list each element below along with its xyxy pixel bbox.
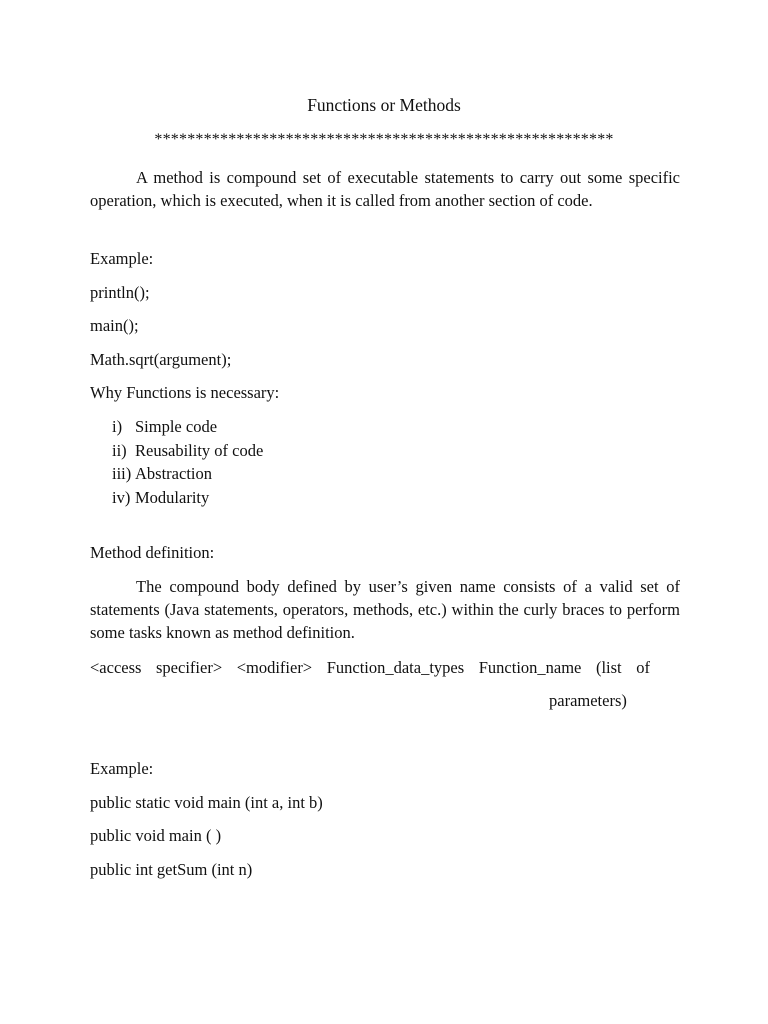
list-item-number: iii) (112, 464, 132, 483)
definition-heading: Method definition: (90, 543, 215, 562)
syntax-continuation: parameters) (549, 691, 627, 710)
example1-line: Math.sqrt(argument); (90, 350, 232, 369)
example2-line: public static void main (int a, int b) (90, 793, 323, 812)
list-item-text: Reusability of code (135, 440, 264, 460)
list-item-number: i) (112, 417, 123, 436)
intro-paragraph: A method is compound set of executable statements to carry out some specific operation, which is executed, when it is called from another section of code. (90, 168, 680, 210)
list-item-number: ii) (112, 440, 127, 460)
list-item (112, 486, 263, 510)
page-title: Functions or Methods (307, 95, 461, 115)
list-item-text: Simple code (135, 417, 218, 436)
list-item-text: Abstraction (135, 464, 212, 483)
why-list (112, 415, 263, 509)
why-heading: Why Functions is necessary: (90, 383, 280, 402)
syntax-part: of (636, 658, 650, 677)
syntax-line (90, 656, 650, 679)
example2-line: public void main ( ) (90, 826, 222, 845)
example1-label: Example: (90, 249, 154, 268)
list-item (112, 415, 263, 439)
separator-line: ******************************************************** (154, 131, 614, 148)
example1-line: main(); (90, 316, 139, 335)
syntax-part: <access (90, 658, 142, 677)
definition-paragraph: The compound body defined by user’s given name consists of a valid set of statements (Java statements, operators, methods, etc.) within the curly braces to perform some tasks known as method definition. (90, 577, 680, 642)
syntax-part: specifier> (156, 658, 223, 677)
example2-line: public int getSum (int n) (90, 860, 253, 879)
list-item (112, 439, 263, 463)
list-item (112, 462, 263, 486)
list-item-number: iv) (112, 487, 131, 507)
example1-line: println(); (90, 283, 150, 302)
syntax-part: (list (595, 658, 622, 677)
syntax-part: <modifier> (236, 658, 313, 677)
syntax-part: Function_data_types (326, 658, 465, 677)
example2-label: Example: (90, 759, 154, 778)
list-item-text: Modularity (135, 487, 210, 507)
syntax-part: Function_name (478, 658, 582, 677)
